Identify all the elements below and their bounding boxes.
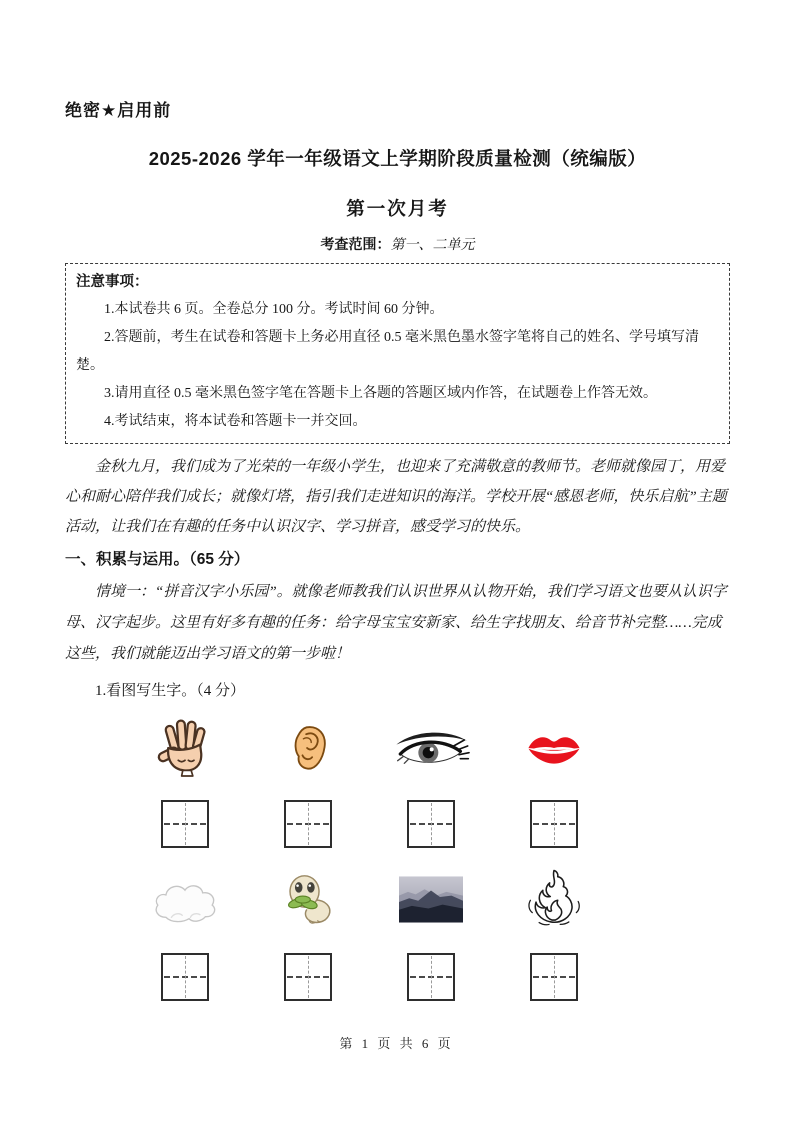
tianzige-grid bbox=[284, 953, 332, 1001]
notice-box bbox=[65, 263, 730, 444]
cloud-image bbox=[151, 866, 219, 932]
scope-value: 第一、二单元 bbox=[390, 238, 475, 253]
tianzige-grid bbox=[161, 800, 209, 848]
picture-question-grid bbox=[123, 717, 615, 1001]
pic-cell-hand bbox=[123, 717, 246, 848]
exam-title: 2025-2026 学年一年级语文上学期阶段质量检测（统编版） bbox=[148, 148, 647, 169]
tianzige-grid bbox=[407, 800, 455, 848]
pic-cell-eye bbox=[369, 717, 492, 848]
eye-image bbox=[391, 717, 471, 779]
exam-scope bbox=[65, 234, 730, 254]
tianzige-grid bbox=[284, 800, 332, 848]
notice-heading: 注意事项： bbox=[76, 274, 149, 290]
hand-image bbox=[157, 717, 213, 779]
section1-heading: 一、积累与运用。（65 分） bbox=[65, 551, 250, 568]
classification-label: 绝密★启用前 bbox=[65, 101, 172, 120]
scenario1-paragraph: 情境一：“拼音汉字小乐园”。就像老师教我们认识世界从认物开始，我们学习语文也要从认识字母、汉字起步。这里有好多有趣的任务：给字母宝宝安新家、给生字找朋友、给音节补完整……完成这些，我们就能迈出学习语文的第一步啦！ bbox=[65, 584, 727, 662]
scope-label: 考查范围： bbox=[320, 238, 391, 253]
mountain-image bbox=[399, 866, 463, 932]
pic-cell-mountain bbox=[369, 866, 492, 1001]
tianzige-grid bbox=[530, 953, 578, 1001]
pic-cell-ear bbox=[246, 717, 369, 848]
lips-image bbox=[525, 717, 583, 779]
pic-cell-cloud bbox=[123, 866, 246, 1001]
notice-item-1: 1.本试卷共 6 页。全卷总分 100 分。考试时间 60 分钟。 bbox=[104, 302, 444, 317]
tianzige-grid bbox=[530, 800, 578, 848]
pic-cell-fire bbox=[492, 866, 615, 1001]
question1-label: 1.看图写生字。（4 分） bbox=[95, 683, 246, 699]
tianzige-grid bbox=[161, 953, 209, 1001]
notice-item-2: 2.答题前，考生在试卷和答题卡上务必用直径 0.5 毫米黑色墨水签字笔将自己的姓名、学号填写清楚。 bbox=[76, 330, 699, 373]
caterpillar-image bbox=[279, 866, 337, 932]
intro-paragraph: 金秋九月，我们成为了光荣的一年级小学生，也迎来了充满敬意的教师节。老师就像园丁，用爱心和耐心陪伴我们成长；就像灯塔，指引我们走进知识的海洋。学校开展“感恩老师，快乐启航”主题活动，让我们在有趣的任务中认识汉字、学习拼音，感受学习的快乐。 bbox=[65, 459, 727, 535]
notice-item-3: 3.请用直径 0.5 毫米黑色签字笔在答题卡上各题的答题区域内作答，在试题卷上作答无效。 bbox=[104, 386, 657, 401]
pic-cell-lips bbox=[492, 717, 615, 848]
exam-session-title: 第一次月考 bbox=[346, 198, 449, 219]
ear-image bbox=[285, 717, 331, 779]
notice-item-4: 4.考试结束，将本试卷和答题卡一并交回。 bbox=[104, 414, 367, 429]
pic-cell-caterpillar bbox=[246, 866, 369, 1001]
tianzige-grid bbox=[407, 953, 455, 1001]
page-footer: 第 1 页 共 6 页 bbox=[339, 1036, 454, 1051]
fire-image bbox=[523, 866, 585, 932]
